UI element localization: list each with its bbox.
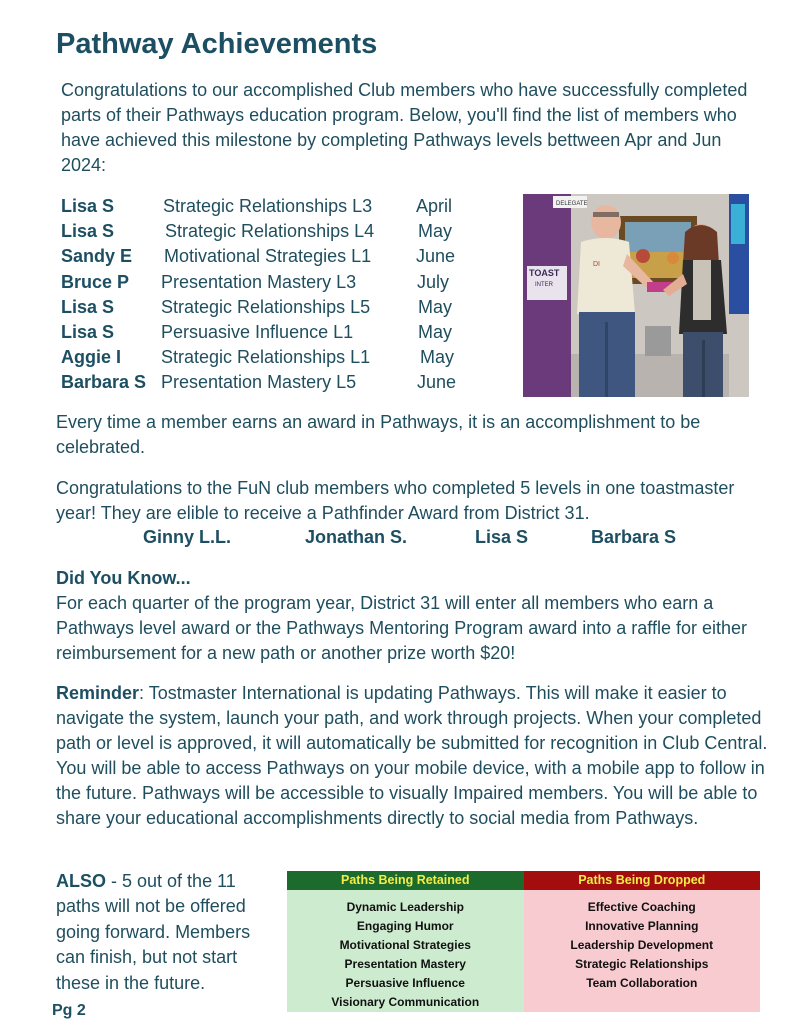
achievement-row: [61, 194, 481, 219]
pathway-level: Strategic Relationships L5: [161, 296, 371, 317]
member-name: Lisa S: [61, 221, 115, 242]
completion-month: May: [420, 347, 455, 368]
pathfinder-members: [0, 527, 800, 551]
dropped-header: Paths Being Dropped: [524, 871, 761, 890]
pathway-level: Presentation Mastery L3: [161, 271, 357, 292]
completion-month: June: [416, 246, 456, 267]
did-you-know-text: For each quarter of the program year, District 31 will enter all members who earn a Pathways level award or the Pathways Mentoring Program award into a raffle for either reimbursement for a new path or another prize worth $20!: [56, 593, 748, 663]
pathfinder-member: Lisa S: [475, 527, 529, 547]
achievement-row: [61, 219, 481, 244]
member-name: Lisa S: [61, 296, 115, 317]
pathfinder-member: Barbara S: [591, 527, 677, 547]
member-name: Bruce P: [61, 271, 130, 292]
member-name: Aggie I: [61, 347, 122, 368]
did-you-know-heading: Did You Know...: [56, 568, 191, 588]
page-title: Pathway Achievements: [56, 28, 378, 60]
achievement-row: [61, 320, 481, 345]
completion-month: May: [418, 321, 453, 342]
did-you-know-section: [56, 566, 776, 666]
pathfinder-paragraph: Congratulations to the FuN club members who completed 5 levels in one toastmaster year! They are elible to receive a Pathfinder Award from District 31.: [56, 478, 735, 523]
retained-path: Dynamic Leadership: [346, 900, 464, 914]
retained-path: Persuasive Influence: [345, 976, 465, 990]
sign-text: TOAST: [529, 268, 560, 278]
achievement-row: [61, 345, 481, 370]
award-photo-illustration: [523, 194, 749, 397]
completion-month: July: [417, 271, 450, 292]
member-name: Sandy E: [61, 246, 133, 267]
completion-month: May: [418, 221, 453, 242]
dropped-path: Strategic Relationships: [575, 957, 709, 971]
also-label: ALSO: [56, 871, 107, 891]
reminder-paragraph: [56, 681, 776, 831]
retained-header: Paths Being Retained: [287, 871, 524, 890]
completion-month: April: [416, 196, 453, 216]
dropped-path: Innovative Planning: [585, 919, 699, 933]
achievement-row: [61, 244, 481, 269]
dropped-path: Leadership Development: [570, 938, 714, 952]
pathway-level: Presentation Mastery L5: [161, 372, 357, 393]
achievements-list: [61, 194, 481, 396]
member-name: Lisa S: [61, 196, 115, 216]
celebrate-paragraph: Every time a member earns an award in Pathways, it is an accomplishment to be celebrated.: [56, 412, 701, 457]
pathway-level: Motivational Strategies L1: [164, 246, 372, 267]
award-photo: [523, 194, 749, 397]
page-number: Pg 2: [52, 1002, 86, 1019]
pathway-level: Strategic Relationships L1: [161, 347, 371, 368]
pathway-level: Persuasive Influence L1: [161, 321, 354, 342]
dropped-path: Team Collaboration: [586, 976, 698, 990]
retained-path: Engaging Humor: [356, 919, 454, 933]
dropped-path: Effective Coaching: [587, 900, 696, 914]
retained-path: Visionary Communication: [331, 995, 480, 1009]
member-name: Barbara S: [61, 372, 147, 393]
also-paragraph: [56, 869, 278, 996]
pathfinder-member: Jonathan S.: [305, 527, 408, 547]
completion-month: May: [418, 296, 453, 317]
svg-text:DI: DI: [593, 261, 600, 268]
retained-path: Presentation Mastery: [344, 957, 466, 971]
dropped-paths-column: [524, 871, 761, 1012]
pathway-level: Strategic Relationships L3: [163, 196, 373, 216]
badge-text: DELEGATE: [556, 201, 588, 207]
paths-table: [287, 871, 760, 1012]
reminder-text: : Tostmaster International is updating Pathways. This will make it easier to navigate the system, launch your path, and work through projects. When your completed path or level is approved, it will automatically be submitted for recognition in Club Central. You will be able to access Pathways on your mobile device, with a mobile app to follow in the future. Pathways will be accessible to visually Impaired members. You will be able to share your educational accomplishments directly to social media from Pathways.: [56, 683, 768, 828]
sign-subtext: INTER: [535, 282, 553, 288]
achievement-row: [61, 370, 481, 395]
also-text: - 5 out of the 11 paths will not be offered going forward. Members can finish, but not start these in the future.: [56, 871, 251, 993]
retained-path: Motivational Strategies: [339, 938, 471, 952]
achievement-row: [61, 270, 481, 295]
achievement-row: [61, 295, 481, 320]
completion-month: June: [417, 372, 457, 393]
pathway-level: Strategic Relationships L4: [165, 221, 375, 242]
member-name: Lisa S: [61, 321, 115, 342]
intro-paragraph: Congratulations to our accomplished Club members who have successfully completed parts of their Pathways education program. Below, you'll find the list of members who have achieved this milestone by completing Pathways levels bettween Apr and Jun 2024:: [61, 80, 748, 175]
reminder-label: Reminder: [56, 683, 140, 703]
retained-paths-column: [287, 871, 524, 1012]
pathfinder-member: Ginny L.L.: [143, 527, 231, 547]
